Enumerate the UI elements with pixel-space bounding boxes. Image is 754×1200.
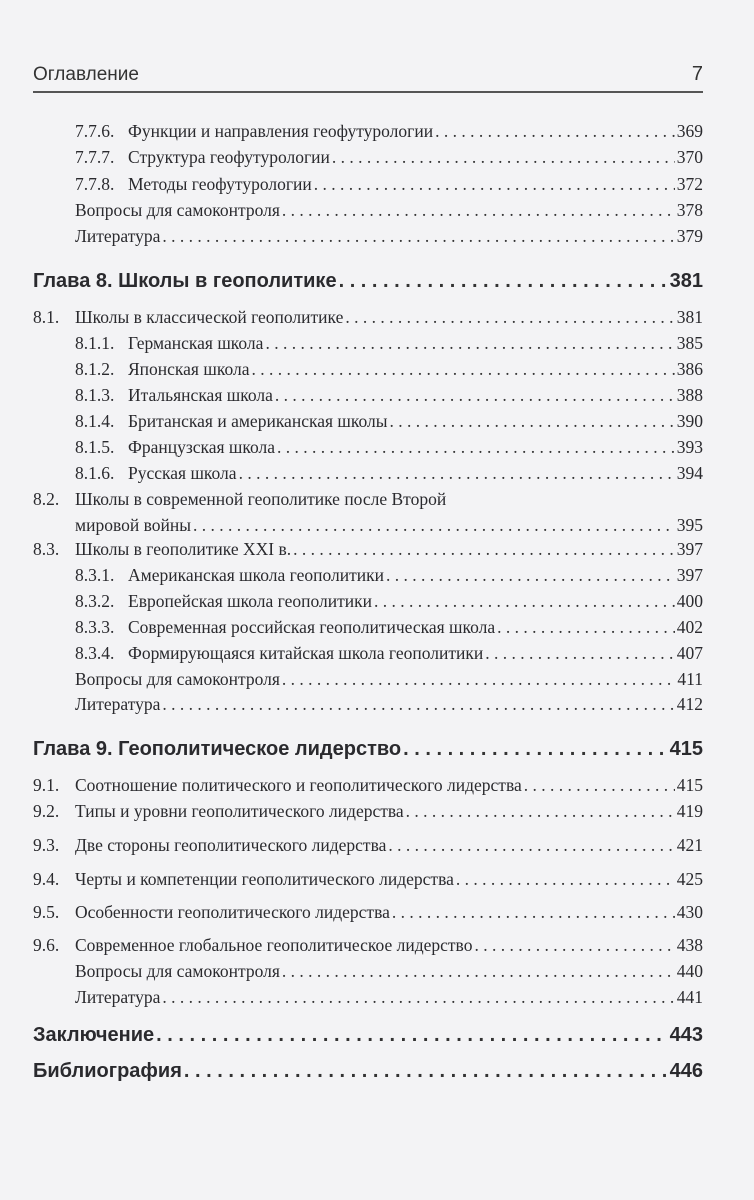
entry-page: 411 xyxy=(677,669,703,689)
entry-page: 441 xyxy=(676,987,703,1007)
dot-leader xyxy=(497,615,675,639)
entry-number: 8.1.6. xyxy=(75,463,115,483)
entry-page: 407 xyxy=(676,643,703,663)
toc-entry xyxy=(33,615,703,639)
toc-entry xyxy=(33,461,703,485)
entry-page: 419 xyxy=(676,801,703,821)
dot-leader xyxy=(386,563,675,587)
entry-title: Школы в современной геополитике после Второй xyxy=(75,489,447,509)
dot-leader xyxy=(485,641,675,665)
entry-page: 415 xyxy=(676,775,703,795)
dot-leader xyxy=(524,773,675,797)
toc-entry xyxy=(33,900,703,924)
entry-page: 425 xyxy=(676,869,703,889)
entry-page: 402 xyxy=(676,617,703,637)
toc-entry xyxy=(33,331,703,355)
entry-title: Русская школа xyxy=(128,463,237,483)
entry-title: Современное глобальное геополитическое лидерство xyxy=(75,935,473,955)
toc-entry xyxy=(33,799,703,823)
dot-leader xyxy=(162,985,674,1009)
entry-title: Функции и направления геофутурологии xyxy=(128,121,434,141)
entry-number: 8.2. xyxy=(33,489,60,509)
entry-page: 397 xyxy=(676,539,703,559)
entry-title: Соотношение политического и геополитического лидерства xyxy=(75,775,522,795)
chapter-title: Библиография xyxy=(33,1060,182,1082)
entry-number: 9.2. xyxy=(33,801,60,821)
toc-entry xyxy=(33,357,703,381)
entry-title: Две стороны геополитического лидерства xyxy=(75,835,387,855)
entry-title: Формирующаяся китайская школа геополитики xyxy=(128,643,484,663)
chapter-heading xyxy=(33,1020,703,1050)
entry-number: 8.1.2. xyxy=(75,359,115,379)
dot-leader xyxy=(332,145,675,169)
entry-page: 381 xyxy=(676,307,703,327)
toc-entry xyxy=(33,692,703,716)
entry-number: 8.1.4. xyxy=(75,411,115,431)
toc-entry xyxy=(33,487,703,511)
entry-title: Французская школа xyxy=(128,437,276,457)
chapter-title: Заключение xyxy=(33,1024,155,1046)
entry-number: 7.7.6. xyxy=(75,121,115,141)
entry-page: 415 xyxy=(669,738,703,760)
entry-page: 440 xyxy=(676,961,703,981)
entry-title: Японская школа xyxy=(128,359,250,379)
dot-leader xyxy=(388,833,674,857)
page-number: 7 xyxy=(691,63,703,85)
toc-entry xyxy=(33,145,703,169)
entry-number: 9.6. xyxy=(33,935,60,955)
running-header xyxy=(33,60,703,90)
entry-title: Американская школа геополитики xyxy=(128,565,384,585)
entry-title: Структура геофутурологии xyxy=(128,147,330,167)
toc-entry xyxy=(33,537,703,561)
running-header-title: Оглавление xyxy=(33,64,139,85)
chapter-heading xyxy=(33,1056,703,1086)
dot-leader xyxy=(282,667,675,691)
entry-number: 8.3.4. xyxy=(75,643,115,663)
toc-entry xyxy=(33,959,703,983)
chapter-title: Глава 8. Школы в геополитике xyxy=(33,270,337,292)
entry-page: 397 xyxy=(676,565,703,585)
toc-entry xyxy=(33,409,703,433)
dot-leader xyxy=(435,119,675,143)
dot-leader xyxy=(474,933,674,957)
entry-title: Вопросы для самоконтроля xyxy=(75,669,280,689)
entry-page: 385 xyxy=(676,333,703,353)
entry-page: 369 xyxy=(676,121,703,141)
chapter-title: Глава 9. Геополитическое лидерство xyxy=(33,738,402,760)
entry-number: 8.1.1. xyxy=(75,333,115,353)
entry-title: Методы геофутурологии xyxy=(128,174,312,194)
dot-leader xyxy=(265,331,674,355)
entry-title: Современная российская геополитическая школа xyxy=(128,617,496,637)
entry-page: 443 xyxy=(669,1024,703,1046)
entry-page: 378 xyxy=(676,200,703,220)
entry-page: 386 xyxy=(676,359,703,379)
entry-number: 7.7.7. xyxy=(75,147,115,167)
entry-title: Итальянская школа xyxy=(128,385,273,405)
entry-title: Литература xyxy=(75,694,161,714)
entry-number: 9.1. xyxy=(33,775,60,795)
toc-entry-continuation xyxy=(33,513,703,537)
toc-entry xyxy=(33,198,703,222)
dot-leader xyxy=(345,305,674,329)
entry-title: Вопросы для самоконтроля xyxy=(75,961,280,981)
entry-number: 8.1.5. xyxy=(75,437,115,457)
dot-leader xyxy=(293,537,675,561)
toc-entry xyxy=(33,867,703,891)
dot-leader xyxy=(193,513,675,537)
toc-entry xyxy=(33,383,703,407)
entry-title: Британская и американская школы xyxy=(128,411,388,431)
dot-leader xyxy=(339,266,668,296)
entry-number: 8.3.3. xyxy=(75,617,115,637)
toc-entry xyxy=(33,589,703,613)
toc-entry xyxy=(33,985,703,1009)
entry-page: 438 xyxy=(676,935,703,955)
dot-leader xyxy=(282,198,675,222)
dot-leader xyxy=(389,409,674,433)
toc-entry xyxy=(33,435,703,459)
entry-title: Вопросы для самоконтроля xyxy=(75,200,280,220)
dot-leader xyxy=(156,1020,667,1050)
toc-entry xyxy=(33,305,703,329)
toc-entry xyxy=(33,933,703,957)
entry-page: 372 xyxy=(676,174,703,194)
entry-title: Литература xyxy=(75,987,161,1007)
dot-leader xyxy=(239,461,675,485)
entry-title-continuation: мировой войны xyxy=(75,515,191,535)
dot-leader xyxy=(282,959,675,983)
entry-page: 430 xyxy=(676,902,703,922)
toc-entry xyxy=(33,773,703,797)
entry-page: 370 xyxy=(676,147,703,167)
entry-page: 379 xyxy=(676,226,703,246)
entry-title: Школы в геополитике XXI в. xyxy=(75,539,292,559)
toc-entry xyxy=(33,641,703,665)
entry-number: 8.1. xyxy=(33,307,60,327)
dot-leader xyxy=(314,172,675,196)
entry-page: 421 xyxy=(676,835,703,855)
toc-entry xyxy=(33,172,703,196)
entry-page: 446 xyxy=(669,1060,703,1082)
entry-page: 395 xyxy=(676,515,703,535)
header-rule xyxy=(33,91,703,93)
toc-entry xyxy=(33,224,703,248)
dot-leader xyxy=(456,867,675,891)
dot-leader xyxy=(162,224,674,248)
entry-number: 8.1.3. xyxy=(75,385,115,405)
entry-page: 412 xyxy=(676,694,703,714)
toc-entry xyxy=(33,667,703,691)
entry-number: 9.5. xyxy=(33,902,60,922)
entry-page: 394 xyxy=(676,463,703,483)
dot-leader xyxy=(374,589,675,613)
entry-title: Литература xyxy=(75,226,161,246)
dot-leader xyxy=(277,435,675,459)
toc-entry xyxy=(33,563,703,587)
entry-number: 8.3. xyxy=(33,539,60,559)
dot-leader xyxy=(251,357,674,381)
entry-title: Школы в классической геополитике xyxy=(75,307,344,327)
dot-leader xyxy=(403,734,668,764)
entry-page: 381 xyxy=(669,270,703,292)
entry-title: Европейская школа геополитики xyxy=(128,591,372,611)
entry-number: 8.3.1. xyxy=(75,565,115,585)
dot-leader xyxy=(162,692,674,716)
dot-leader xyxy=(184,1056,668,1086)
entry-number: 8.3.2. xyxy=(75,591,115,611)
dot-leader xyxy=(275,383,675,407)
dot-leader xyxy=(392,900,675,924)
dot-leader xyxy=(406,799,675,823)
toc-entry xyxy=(33,119,703,143)
entry-page: 388 xyxy=(676,385,703,405)
entry-number: 9.4. xyxy=(33,869,60,889)
entry-page: 393 xyxy=(676,437,703,457)
toc-entry xyxy=(33,833,703,857)
entry-title: Германская школа xyxy=(128,333,264,353)
entry-page: 390 xyxy=(676,411,703,431)
chapter-heading xyxy=(33,734,703,764)
entry-title: Типы и уровни геополитического лидерства xyxy=(75,801,404,821)
entry-title: Черты и компетенции геополитического лидерства xyxy=(75,869,454,889)
entry-number: 7.7.8. xyxy=(75,174,115,194)
entry-number: 9.3. xyxy=(33,835,60,855)
entry-title: Особенности геополитического лидерства xyxy=(75,902,390,922)
chapter-heading xyxy=(33,266,703,296)
entry-page: 400 xyxy=(676,591,703,611)
